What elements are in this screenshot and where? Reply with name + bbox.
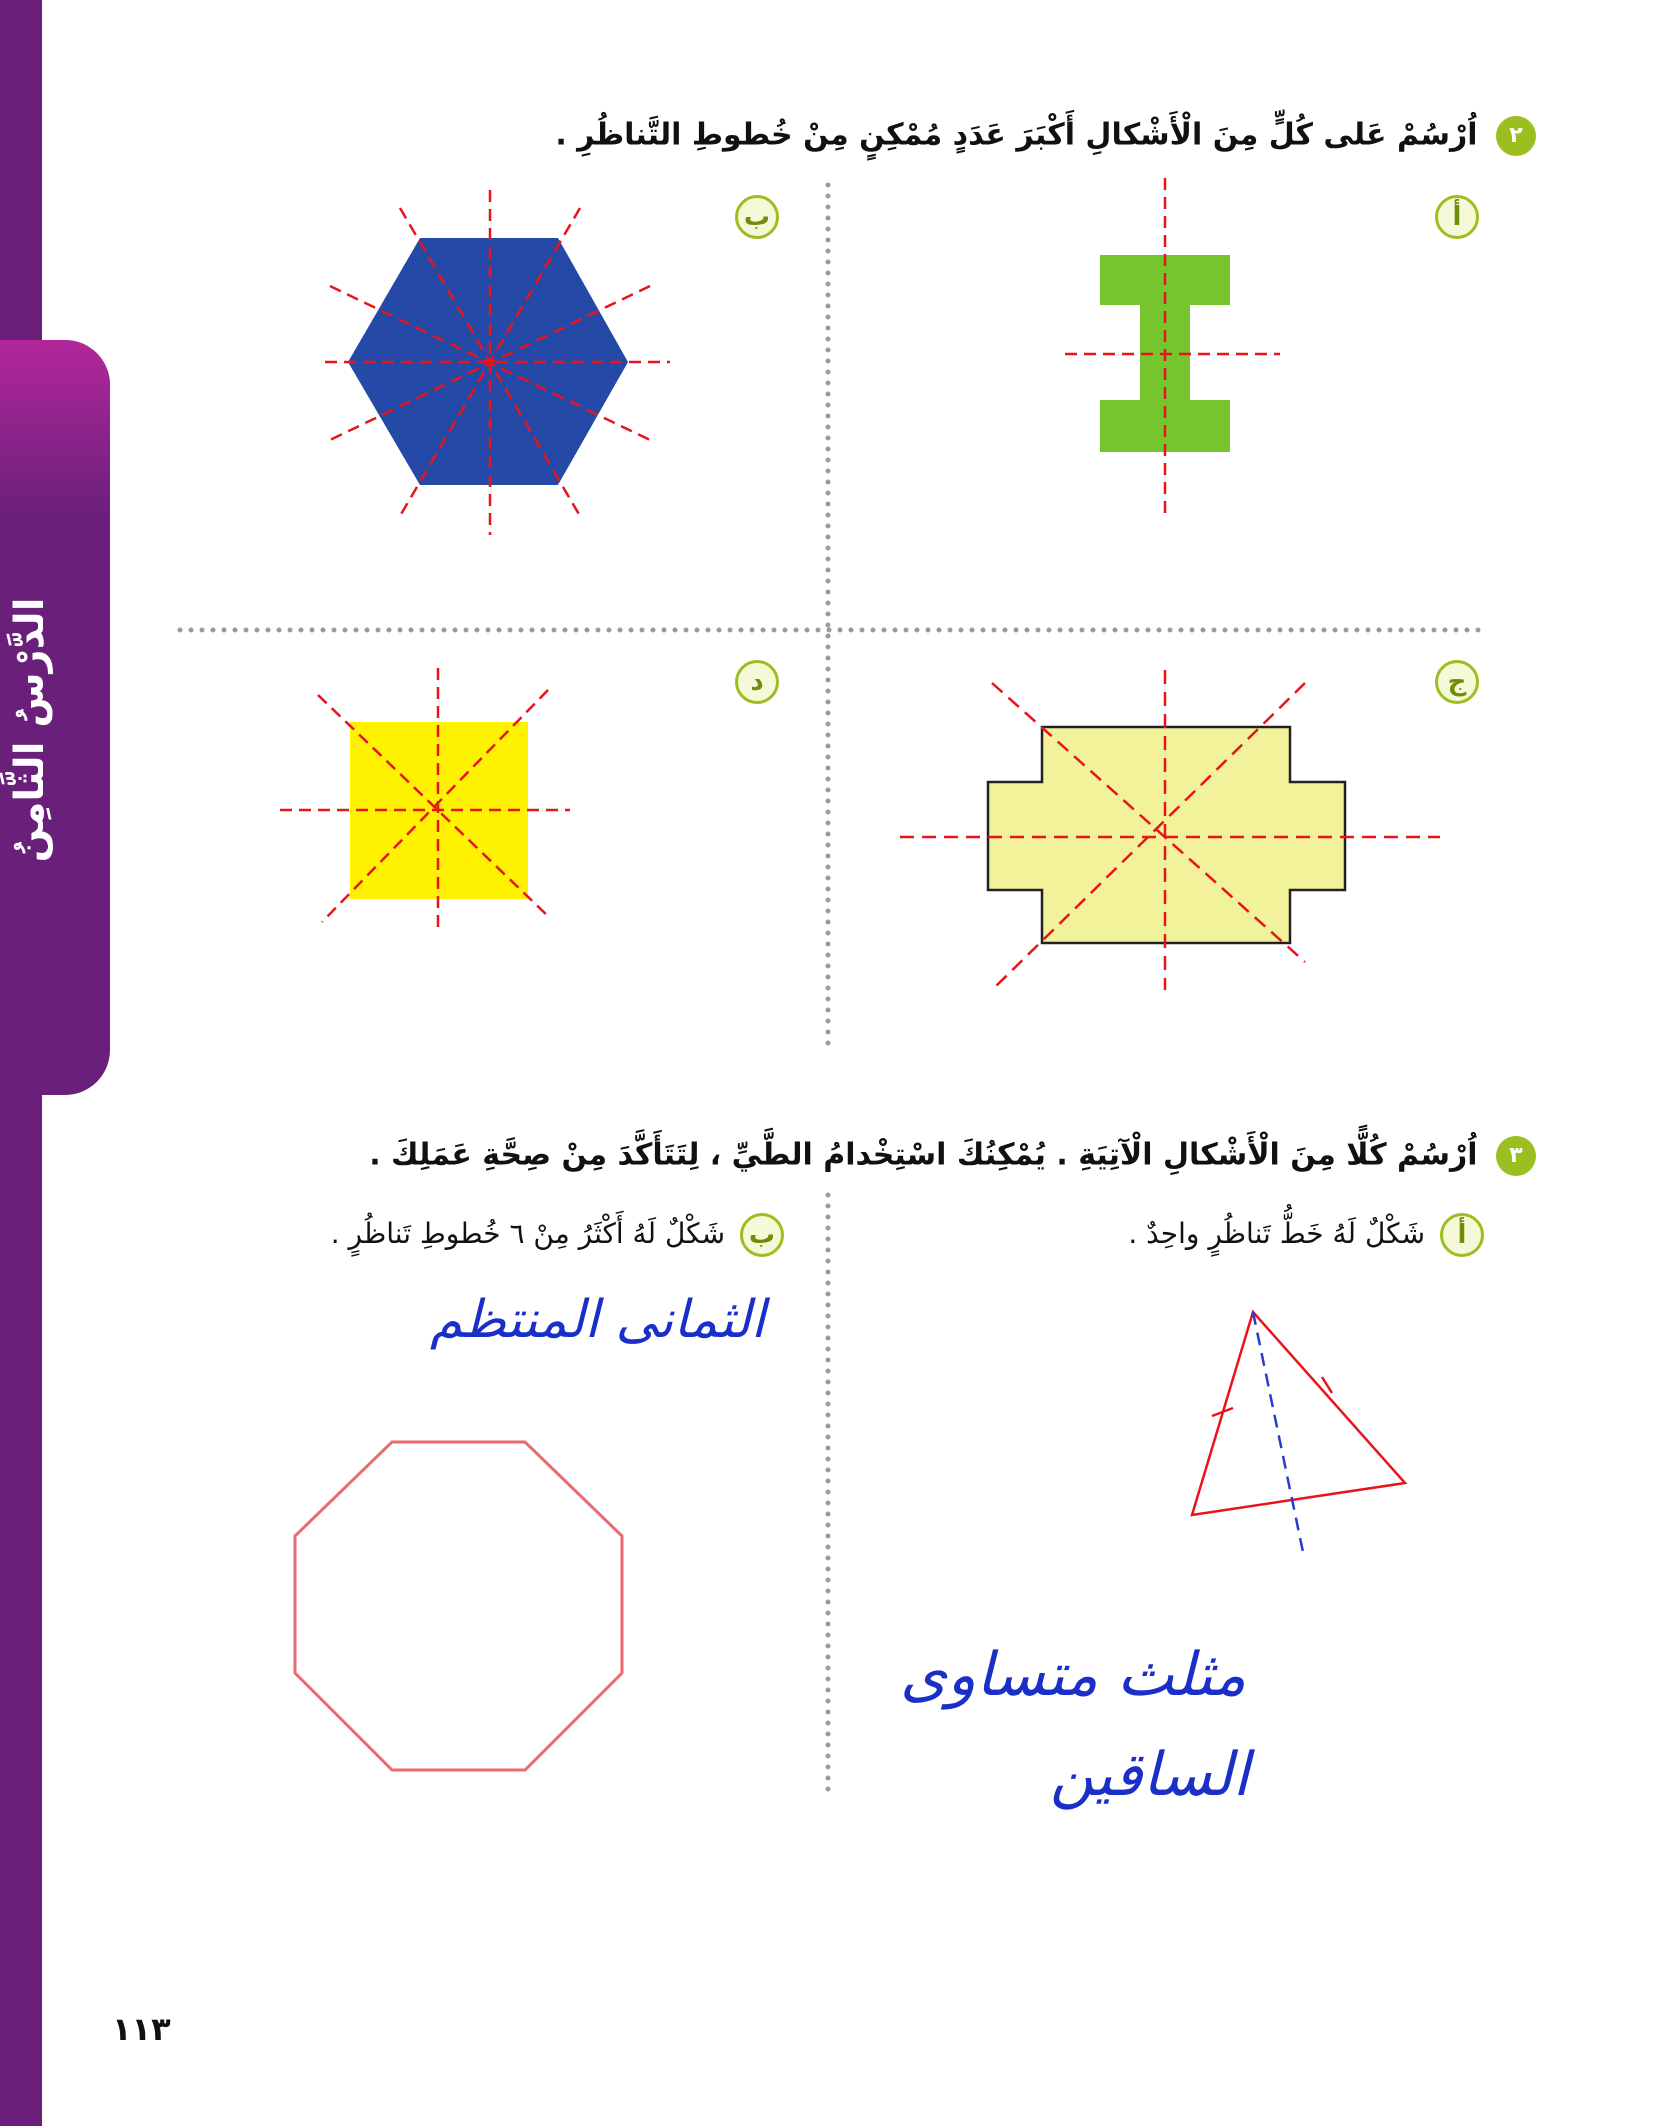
drawing-isosceles-triangle xyxy=(1192,1312,1405,1552)
question-3-item-b xyxy=(331,1213,784,1257)
figure-cross xyxy=(900,670,1440,990)
item-3b-text: شَكْلٌ لَهُ أَكْثَرُ مِنْ ٦ خُطوطِ تَناظُرٍ . xyxy=(330,1217,726,1250)
item-3a-text: شَكْلٌ لَهُ خَطُّ تَناظُرٍ واحِدٌ . xyxy=(1128,1217,1426,1250)
handwritten-answer-triangle-line2: الساقين xyxy=(1050,1740,1250,1810)
question-3 xyxy=(369,1136,1536,1176)
triangle xyxy=(1192,1312,1405,1515)
drawing-regular-octagon xyxy=(295,1442,622,1770)
question-3-item-a xyxy=(1128,1213,1484,1257)
figure-i-shape xyxy=(1065,178,1280,520)
item-badge-a: أ xyxy=(1435,195,1479,239)
question-3-text: اُرْسُمْ كُلًّا مِنَ الْأَشْكالِ الْآتِيَةِ . يُمْكِنُكَ اسْتِخْدامُ الطَّيِّ ، لِتَتَأَكَّدَ مِنْ صِحَّةِ عَمَلِكَ . xyxy=(369,1137,1478,1173)
item-badge-3a: أ xyxy=(1440,1213,1484,1257)
item-badge-d: د xyxy=(735,660,779,704)
question-3-number: ٣ xyxy=(1496,1136,1536,1176)
handwritten-answer-octagon: الثمانى المنتظم xyxy=(430,1290,766,1350)
triangle-symmetry-line xyxy=(1253,1312,1303,1552)
item-badge-3b: ب xyxy=(740,1213,784,1257)
item-badge-b: ب xyxy=(735,195,779,239)
figure-hexagon xyxy=(325,190,670,535)
handwritten-answer-triangle-line1: مثلث متساوى xyxy=(900,1640,1247,1710)
question-2-number: ٢ xyxy=(1496,116,1536,156)
cross-shape xyxy=(988,727,1345,943)
lesson-label: الدَّرْسُ الثَّامِنُ xyxy=(7,597,53,863)
figure-square xyxy=(280,668,570,930)
item-badge-c: ج xyxy=(1435,660,1479,704)
question-2-text: اُرْسُمْ عَلى كُلٍّ مِنَ الْأَشْكالِ أَكْبَرَ عَدَدٍ مُمْكِنٍ مِنْ خُطوطِ التَّناظُرِ . xyxy=(555,117,1478,153)
page-number: ١١٣ xyxy=(112,2010,171,2048)
